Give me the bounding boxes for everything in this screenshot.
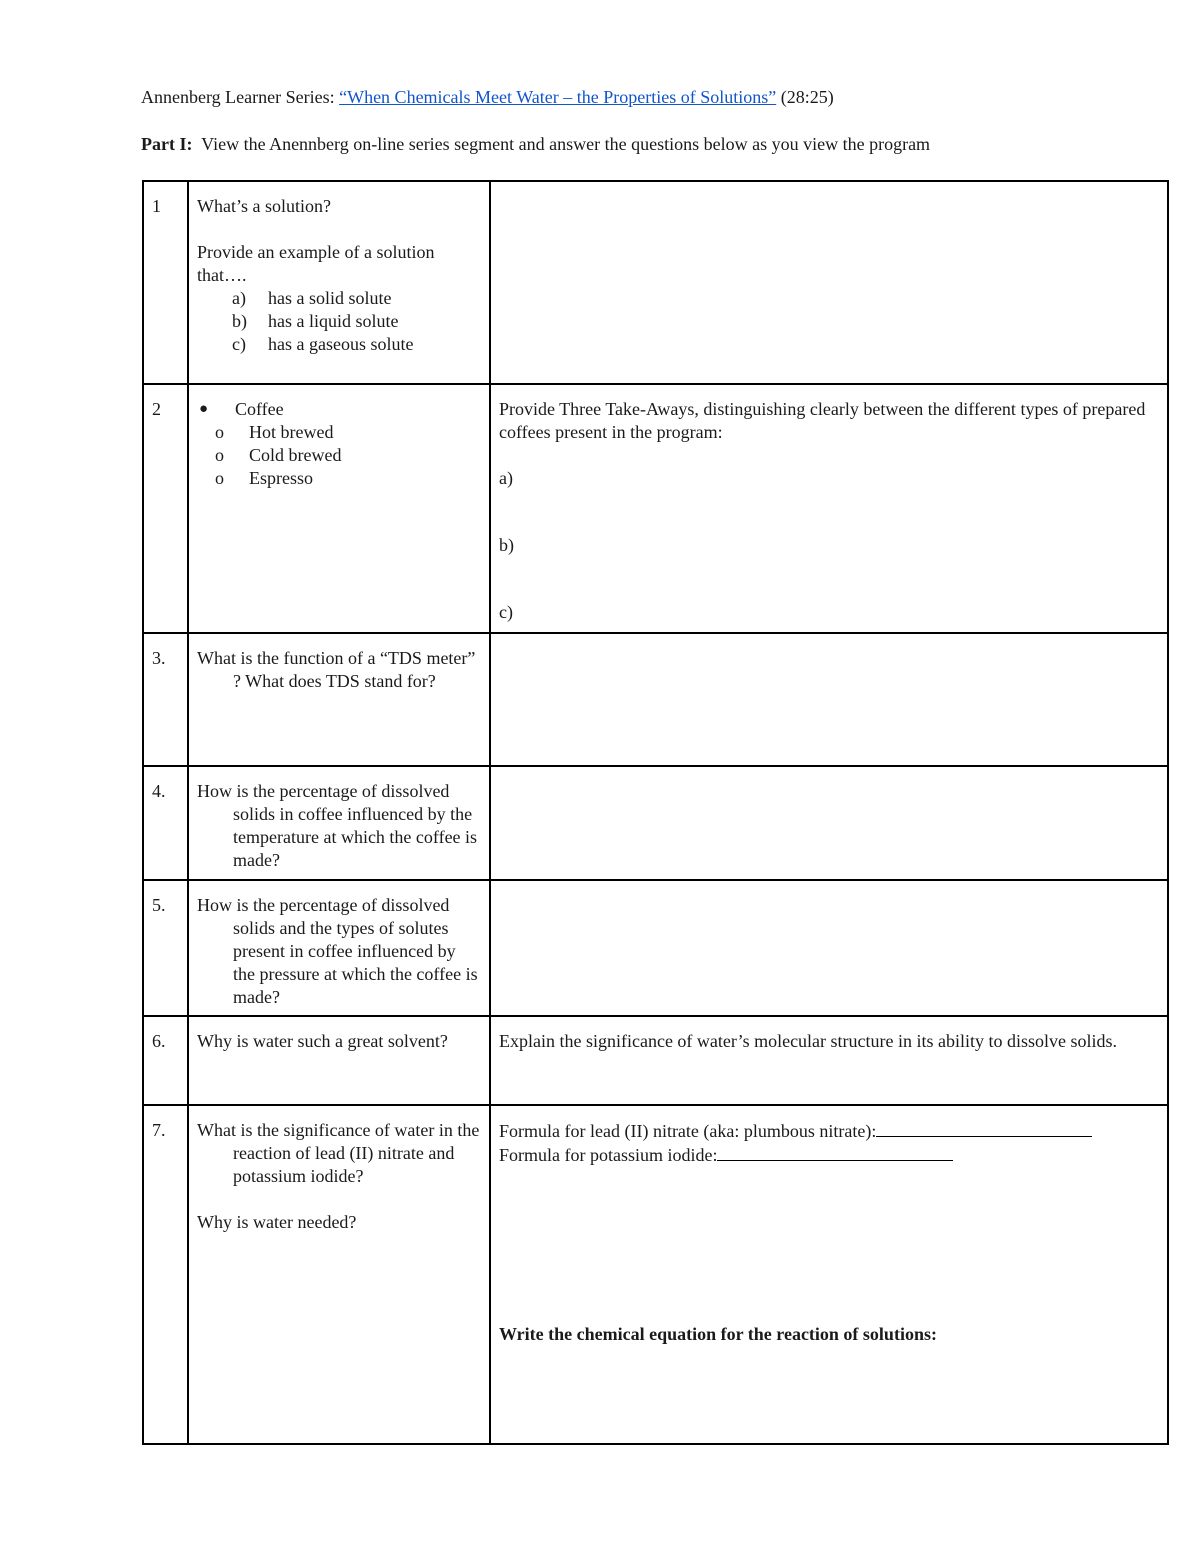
answer-cell[interactable] <box>490 181 1168 384</box>
answer-cell[interactable] <box>490 880 1168 1016</box>
table-row <box>143 880 1168 1016</box>
formula-label: Formula for lead (II) nitrate (aka: plumbous nitrate): <box>499 1121 877 1141</box>
question-cell <box>188 766 490 880</box>
list-item <box>232 333 481 356</box>
list-item <box>215 444 481 467</box>
list-marker: a) <box>232 288 246 308</box>
fill-in-blank[interactable] <box>876 1119 1092 1137</box>
question-text: How is the percentage of dissolved solids in coffee influenced by the temperature at which the coffee is made? <box>197 781 478 870</box>
answer-cell[interactable] <box>490 384 1168 633</box>
answer-prompt: Provide Three Take-Aways, distinguishing clearly between the different types of prepared coffees present in the program: <box>499 399 1146 442</box>
part-instructions <box>141 133 930 156</box>
list-marker: o <box>215 422 224 442</box>
list-item-text: has a solid solute <box>268 288 392 308</box>
question-cell <box>188 384 490 633</box>
row-number: 6. <box>143 1016 188 1105</box>
equation-prompt: Write the chemical equation for the reaction of solutions: <box>499 1324 937 1344</box>
question-text: What is the function of a “TDS meter” ? What does TDS stand for? <box>197 648 476 691</box>
table-row <box>143 1105 1168 1444</box>
row-number: 7. <box>143 1105 188 1444</box>
answer-label-b: b) <box>499 535 514 555</box>
bullet-icon: ● <box>199 401 209 417</box>
question-text: What’s a solution? <box>197 196 331 216</box>
list-marker: b) <box>232 311 247 331</box>
answer-cell[interactable] <box>490 1105 1168 1444</box>
answer-cell[interactable] <box>490 1016 1168 1105</box>
answer-cell[interactable] <box>490 633 1168 766</box>
fill-in-blank[interactable] <box>717 1143 953 1161</box>
list-marker: c) <box>232 334 246 354</box>
coffee-bullet <box>197 398 481 421</box>
answer-label-a: a) <box>499 468 513 488</box>
series-header <box>141 86 834 109</box>
question-cell <box>188 880 490 1016</box>
formula-line-lead-nitrate <box>499 1119 1159 1143</box>
video-duration: (28:25) <box>776 87 834 107</box>
question-prompt: Provide an example of a solution that…. <box>197 242 435 285</box>
row-number: 5. <box>143 880 188 1016</box>
example-list <box>197 287 481 356</box>
list-marker: o <box>215 468 224 488</box>
list-item-text: Cold brewed <box>249 445 342 465</box>
question-text: How is the percentage of dissolved solids and the types of solutes present in coffee influenced by the pressure at which the coffee is made? <box>197 895 478 1007</box>
question-cell <box>188 1016 490 1105</box>
question-cell <box>188 633 490 766</box>
row-number: 4. <box>143 766 188 880</box>
row-number: 3. <box>143 633 188 766</box>
list-item-text: Espresso <box>249 468 313 488</box>
list-item <box>232 287 481 310</box>
topic-text: Coffee <box>235 399 284 419</box>
question-text: What is the significance of water in the reaction of lead (II) nitrate and potassium iodide? <box>197 1120 480 1186</box>
row-number: 1 <box>143 181 188 384</box>
question-cell <box>188 1105 490 1444</box>
answer-cell[interactable] <box>490 766 1168 880</box>
answer-label-c: c) <box>499 602 513 622</box>
table-row <box>143 384 1168 633</box>
list-item <box>232 310 481 333</box>
row-number: 2 <box>143 384 188 633</box>
question-cell <box>188 181 490 384</box>
list-item-text: Hot brewed <box>249 422 334 442</box>
table-row <box>143 633 1168 766</box>
series-prefix: Annenberg Learner Series: <box>141 87 340 107</box>
list-marker: o <box>215 445 224 465</box>
part-instructions-text: View the Anennberg on-line series segment and answer the questions below as you view the program <box>192 134 931 154</box>
table-row <box>143 181 1168 384</box>
coffee-type-list <box>197 421 481 490</box>
formula-line-potassium-iodide <box>499 1143 1159 1167</box>
list-item <box>215 467 481 490</box>
video-title-link[interactable]: “When Chemicals Meet Water – the Properties of Solutions” <box>339 87 777 107</box>
part-label: Part I: <box>141 134 193 154</box>
question-text: Why is water such a great solvent? <box>197 1031 448 1051</box>
answer-prompt: Explain the significance of water’s molecular structure in its ability to dissolve solids. <box>499 1031 1118 1051</box>
table-row <box>143 766 1168 880</box>
question-table <box>142 180 1169 1445</box>
table-row <box>143 1016 1168 1105</box>
list-item <box>215 421 481 444</box>
question-text-2: Why is water needed? <box>197 1212 357 1232</box>
list-item-text: has a liquid solute <box>268 311 399 331</box>
formula-label: Formula for potassium iodide: <box>499 1145 718 1165</box>
list-item-text: has a gaseous solute <box>268 334 414 354</box>
